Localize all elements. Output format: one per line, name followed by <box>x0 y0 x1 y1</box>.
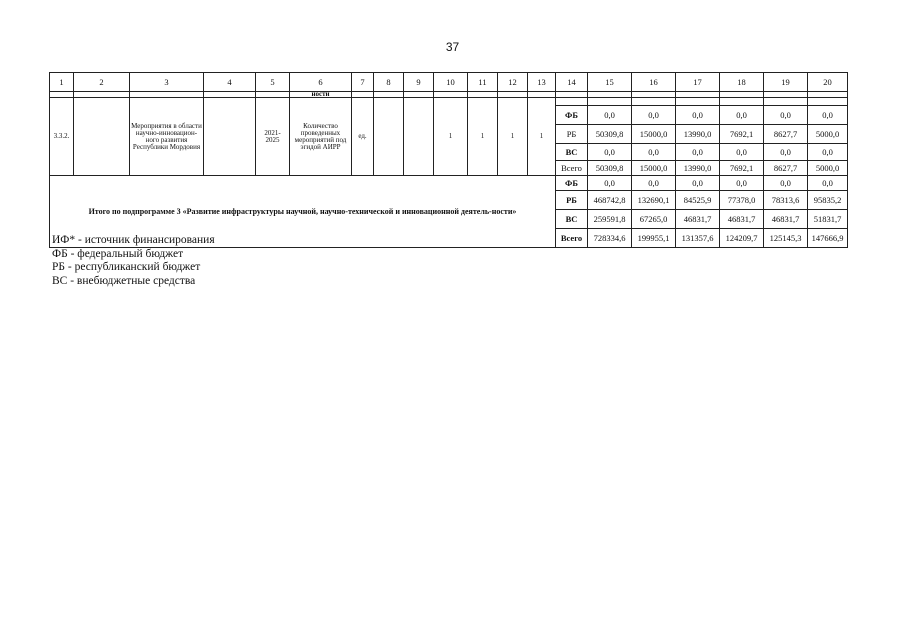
header-cell: 15 <box>588 73 632 92</box>
header-cell: 5 <box>256 73 290 92</box>
funding-value: 0,0 <box>720 144 764 161</box>
header-row <box>50 73 848 92</box>
funding-value: 84525,9 <box>676 191 720 210</box>
funding-value: 0,0 <box>632 144 676 161</box>
header-cell: 12 <box>498 73 528 92</box>
indicator-value: 1 <box>468 98 498 176</box>
funding-value: 259591,8 <box>588 210 632 229</box>
cell-empty <box>374 98 404 176</box>
period: 2021-2025 <box>256 98 290 176</box>
funding-value: 0,0 <box>676 144 720 161</box>
funding-source: Всего <box>556 161 588 176</box>
funding-value: 15000,0 <box>632 161 676 176</box>
funding-value: 95835,2 <box>808 191 848 210</box>
funding-source: РБ <box>556 191 588 210</box>
funding-value: 78313,6 <box>764 191 808 210</box>
header-cell: 17 <box>676 73 720 92</box>
funding-value: 5000,0 <box>808 125 848 144</box>
funding-value: 51831,7 <box>808 210 848 229</box>
funding-value: 0,0 <box>808 144 848 161</box>
funding-value: 0,0 <box>764 144 808 161</box>
funding-value: 50309,8 <box>588 125 632 144</box>
continuation-text: ности <box>290 92 352 98</box>
header-cell: 20 <box>808 73 848 92</box>
event-name: Мероприятия в области научно-инновацион-ного развития Республики Мордовия <box>130 98 204 176</box>
funding-value: 8627,7 <box>764 161 808 176</box>
funding-value: 0,0 <box>588 106 632 125</box>
funding-value: 7692,1 <box>720 125 764 144</box>
funding-value: 0,0 <box>720 106 764 125</box>
header-cell: 10 <box>434 73 468 92</box>
unit: ед. <box>352 98 374 176</box>
funding-value: 46831,7 <box>720 210 764 229</box>
cell-empty <box>204 98 256 176</box>
funding-value: 67265,0 <box>632 210 676 229</box>
funding-value: 468742,8 <box>588 191 632 210</box>
legend-item: РБ - республиканский бюджет <box>52 261 201 273</box>
funding-value: 0,0 <box>764 176 808 191</box>
funding-source: ВС <box>556 144 588 161</box>
header-cell: 14 <box>556 73 588 92</box>
funding-value: 199955,1 <box>632 229 676 248</box>
funding-value: 8627,7 <box>764 125 808 144</box>
funding-value: 0,0 <box>632 176 676 191</box>
indicator-value: 1 <box>498 98 528 176</box>
header-cell: 16 <box>632 73 676 92</box>
cell-empty <box>404 98 434 176</box>
legend <box>52 234 215 288</box>
funding-value: 0,0 <box>632 106 676 125</box>
header-cell: 7 <box>352 73 374 92</box>
indicator-value: 1 <box>434 98 468 176</box>
legend-item: ВС - внебюджетные средства <box>52 274 196 287</box>
header-cell: 9 <box>404 73 434 92</box>
page-number: 37 <box>445 40 460 54</box>
funding-value: 728334,6 <box>588 229 632 248</box>
header-cell: 18 <box>720 73 764 92</box>
indicator-value: 1 <box>528 98 556 176</box>
header-cell: 8 <box>374 73 404 92</box>
funding-value: 13990,0 <box>676 125 720 144</box>
legend-item: ФБ - федеральный бюджет <box>52 247 184 260</box>
funding-value: 46831,7 <box>676 210 720 229</box>
header-cell: 1 <box>50 73 74 92</box>
funding-value: 0,0 <box>808 176 848 191</box>
funding-source: ВС <box>556 210 588 229</box>
funding-value: 0,0 <box>764 106 808 125</box>
funding-value: 131357,6 <box>676 229 720 248</box>
funding-value: 0,0 <box>588 144 632 161</box>
funding-value: 13990,0 <box>676 161 720 176</box>
header-cell: 4 <box>204 73 256 92</box>
funding-source: РБ <box>556 125 588 144</box>
funding-value: 125145,3 <box>764 229 808 248</box>
funding-value: 147666,9 <box>808 229 848 248</box>
funding-value: 7692,1 <box>720 161 764 176</box>
funding-value: 15000,0 <box>632 125 676 144</box>
indicator: Количество проведенных мероприятий под эгидой АИРР <box>290 98 352 176</box>
funding-value: 0,0 <box>676 176 720 191</box>
header-cell: 19 <box>764 73 808 92</box>
funding-value: 46831,7 <box>764 210 808 229</box>
table-row <box>50 98 848 106</box>
header-cell: 2 <box>74 73 130 92</box>
funding-value: 132690,1 <box>632 191 676 210</box>
funding-value: 0,0 <box>808 106 848 125</box>
funding-value: 5000,0 <box>808 161 848 176</box>
funding-value: 124209,7 <box>720 229 764 248</box>
funding-value: 0,0 <box>720 176 764 191</box>
header-cell: 3 <box>130 73 204 92</box>
funding-source: ФБ <box>556 176 588 191</box>
header-cell: 13 <box>528 73 556 92</box>
legend-item: ИФ* - источник финансирования <box>52 234 215 246</box>
subtotal-row <box>50 176 848 191</box>
funding-value: 77378,0 <box>720 191 764 210</box>
subtotal-label: Итого по подпрограмме 3 «Развитие инфраструктуры научной, научно-технической и инновационной деятель-ности» <box>50 176 556 248</box>
row-number: 3.3.2. <box>50 98 74 176</box>
funding-value: 0,0 <box>676 106 720 125</box>
header-cell: 11 <box>468 73 498 92</box>
cell-empty <box>74 98 130 176</box>
header-cell: 6 <box>290 73 352 92</box>
program-table <box>49 72 848 248</box>
funding-value: 50309,8 <box>588 161 632 176</box>
funding-source: Всего <box>556 229 588 248</box>
funding-value: 0,0 <box>588 176 632 191</box>
funding-source: ФБ <box>556 106 588 125</box>
